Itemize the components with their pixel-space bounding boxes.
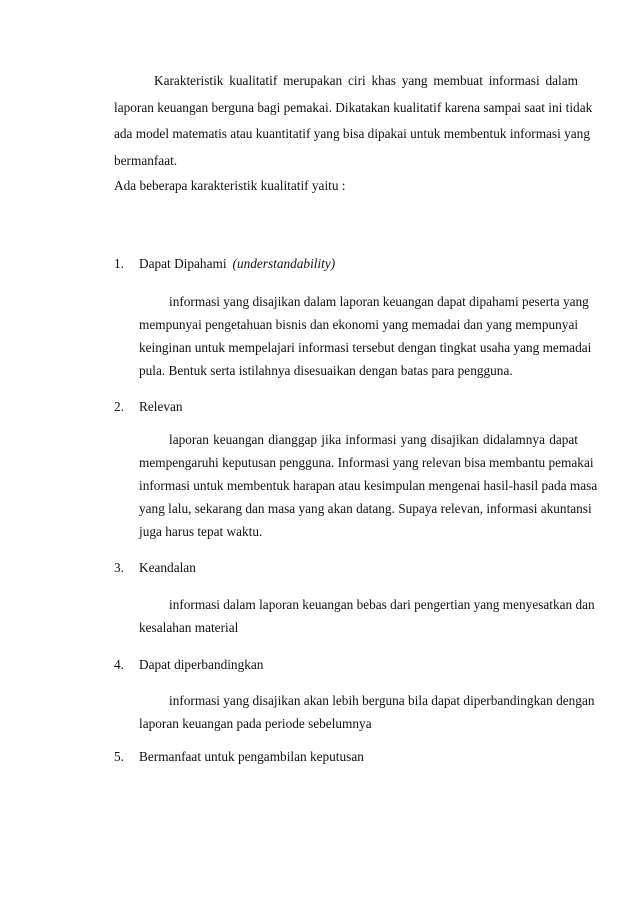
intro-line: laporan keuangan berguna bagi pemakai. Dikatakan kualitatif karena sampai saat ini tidak	[114, 99, 593, 115]
body-line: kesalahan material	[139, 620, 239, 635]
list-item-keandalan	[114, 558, 595, 635]
list-item-number: 5.	[114, 749, 124, 764]
body-line: laporan keuangan dianggap jika informasi yang disajikan didalamnya dapat	[169, 432, 578, 447]
list-item-number: 1.	[114, 256, 124, 271]
body-line: laporan keuangan pada periode sebelumnya	[139, 716, 372, 731]
body-line: mempunyai pengetahuan bisnis dan ekonomi yang memadai dan yang mempunyai	[139, 317, 579, 332]
body-line: pula. Bentuk serta istilahnya disesuaikan dengan batas para pengguna.	[139, 363, 513, 378]
body-line: informasi yang disajikan akan lebih berguna bila dapat diperbandingkan dengan	[169, 693, 595, 708]
list-item-body	[139, 689, 595, 735]
body-line: informasi dalam laporan keuangan bebas dari pengertian yang menyesatkan dan	[169, 597, 595, 612]
list-item-title: Relevan	[139, 399, 183, 414]
list-item-relevan	[114, 397, 598, 539]
body-line: informasi untuk membentuk harapan atau kesimpulan mengenai hasil-hasil pada masa	[139, 478, 598, 493]
list-item-title: Bermanfaat untuk pengambilan keputusan	[139, 749, 364, 764]
list-item-number: 2.	[114, 399, 124, 414]
list-item-title: Keandalan	[139, 560, 196, 575]
intro-line: bermanfaat.	[114, 152, 178, 168]
list-item-diperbandingkan	[114, 655, 595, 731]
list-item-heading	[114, 397, 584, 417]
list-item-subtitle: (understandability)	[232, 256, 336, 271]
body-line: keinginan untuk mempelajari informasi tersebut dengan tingkat usaha yang memadai	[139, 340, 592, 355]
body-line: juga harus tepat waktu.	[139, 524, 263, 539]
list-item-bermanfaat	[114, 747, 584, 767]
list-item-body	[139, 593, 595, 639]
list-item-number: 4.	[114, 657, 124, 672]
list-item-title	[139, 254, 335, 274]
body-line: yang lalu, sekarang dan masa yang akan datang. Supaya relevan, informasi akuntansi	[139, 501, 592, 516]
list-item-title: Dapat diperbandingkan	[139, 657, 264, 672]
list-item-body	[139, 290, 592, 382]
list-item-heading	[114, 655, 584, 675]
list-item-heading	[114, 558, 584, 578]
list-item-title-text: Dapat Dipahami	[139, 256, 227, 271]
list-item-heading	[114, 747, 584, 767]
lead-in-text: Ada beberapa karakteristik kualitatif yaitu :	[114, 178, 346, 193]
list-item-heading	[114, 254, 584, 274]
intro-line: ada model matematis atau kuantitatif yang bisa dipakai untuk membentuk informasi yang	[114, 126, 590, 141]
intro-line: Karakteristik kualitatif merupakan ciri khas yang membuat informasi dalam	[154, 73, 578, 88]
intro-paragraph	[114, 68, 593, 174]
list-item-body	[139, 428, 598, 543]
list-item-number: 3.	[114, 560, 124, 575]
list-item-understandability	[114, 254, 592, 378]
body-line: informasi yang disajikan dalam laporan keuangan dapat dipahami peserta yang	[169, 294, 589, 309]
body-line: mempengaruhi keputusan pengguna. Informasi yang relevan bisa membantu pemakai	[139, 455, 594, 470]
